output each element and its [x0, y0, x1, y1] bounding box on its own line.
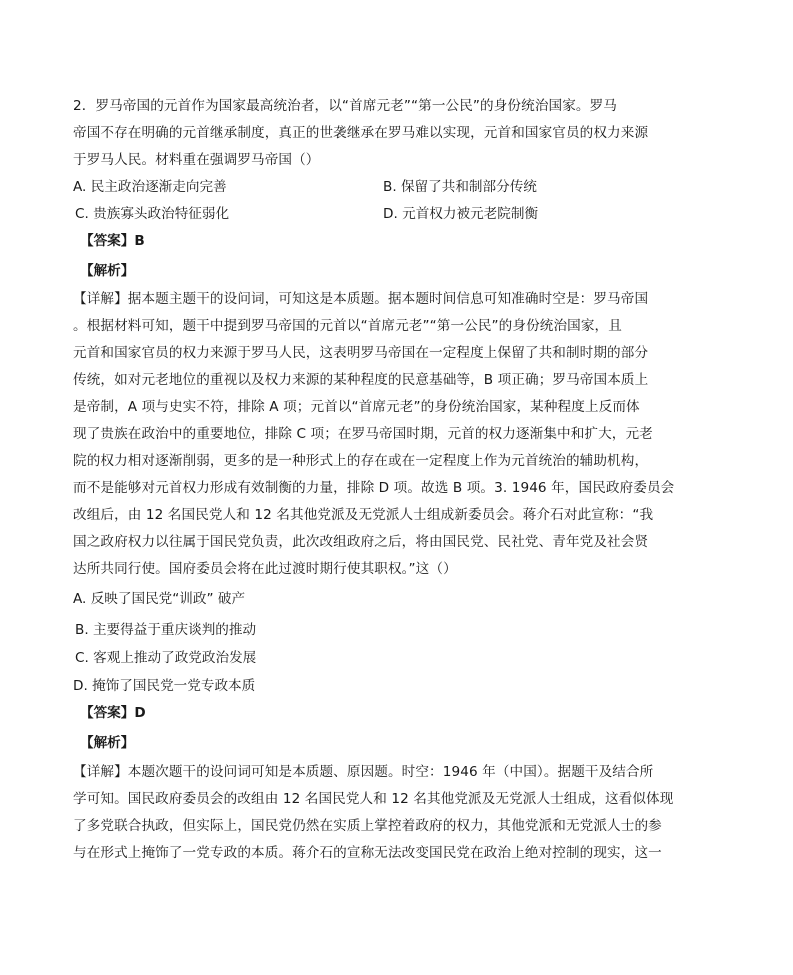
q2-detail-line-10: 国之政府权力以往属于国民党负责，此次改组政府之后，将由国民党、民社党、青年党及社会贤 [73, 534, 649, 550]
q2-option-c: C. 贵族寡头政治特征弱化 [75, 206, 230, 222]
q2-detail-line-6: 现了贵族在政治中的重要地位，排除 C 项；在罗马帝国时期，元首的权力逐渐集中和扩大，元老 [73, 426, 653, 442]
q3-option-b: B. 主要得益于重庆谈判的推动 [75, 622, 257, 638]
q3-detail-line-1: 【详解】本题次题干的设问词可知是本质题、原因题。时空：1946 年（中国）。据题干及结合所 [73, 764, 654, 780]
q3-option-a: A. 反映了国民党“训政” 破产 [73, 591, 246, 607]
q2-option-d: D. 元首权力被元老院制衡 [383, 206, 539, 222]
q2-option-b: B. 保留了共和制部分传统 [383, 179, 537, 195]
q2-answer: 【答案】B [80, 233, 145, 249]
q2-detail-line-2: 。根据材料可知，题干中提到罗马帝国的元首以“首席元老”“第一公民”的身份统治国家，且 [73, 318, 622, 334]
q3-option-d: D. 掩饰了国民党一党专政本质 [73, 678, 256, 694]
q3-answer: 【答案】D [80, 705, 146, 721]
q2-option-a: A. 民主政治逐渐走向完善 [73, 179, 227, 195]
q2-detail-line-11: 达所共同行使。国府委员会将在此过渡时期行使其职权。”这（） [73, 561, 457, 577]
q3-detail-line-2: 学可知。国民政府委员会的改组由 12 名国民党人和 12 名其他党派及无党派人士组成，这看似体现 [73, 791, 674, 807]
q2-stem-line-2: 帝国不存在明确的元首继承制度，真正的世袭继承在罗马难以实现，元首和国家官员的权力来源 [73, 125, 649, 141]
q3-analysis-title: 【解析】 [80, 735, 135, 751]
q2-detail-line-7: 院的权力相对逐渐削弱，更多的是一种形式上的存在或在一定程度上作为元首统治的辅助机构， [73, 453, 649, 469]
q3-detail-line-4: 与在形式上掩饰了一党专政的本质。蒋介石的宣称无法改变国民党在政治上绝对控制的现实，这一 [73, 845, 662, 861]
q2-stem-line-1: 2．罗马帝国的元首作为国家最高统治者，以“首席元老”“第一公民”的身份统治国家。罗马 [73, 98, 617, 114]
q2-detail-line-8: 而不是能够对元首权力形成有效制衡的力量，排除 D 项。故选 B 项。3. 1946 年，国民政府委员会 [73, 480, 675, 496]
q2-detail-line-5: 是帝制，A 项与史实不符，排除 A 项；元首以“首席元老”的身份统治国家，某种程度上反而体 [73, 399, 640, 415]
q3-option-c: C. 客观上推动了政党政治发展 [75, 650, 257, 666]
q2-analysis-title: 【解析】 [80, 263, 135, 279]
q2-detail-line-9: 改组后，由 12 名国民党人和 12 名其他党派及无党派人士组成新委员会。蒋介石对此宣称：“我 [73, 507, 654, 523]
q3-detail-line-3: 了多党联合执政，但实际上，国民党仍然在实质上掌控着政府的权力，其他党派和无党派人士的参 [73, 818, 662, 834]
q2-detail-line-1: 【详解】据本题主题干的设问词，可知这是本质题。据本题时间信息可知准确时空是：罗马帝国 [73, 291, 649, 307]
q2-stem-line-3: 于罗马人民。材料重在强调罗马帝国（） [73, 152, 320, 168]
q2-detail-line-4: 传统，如对元老地位的重视以及权力来源的某种程度的民意基础等，B 项正确；罗马帝国本质上 [73, 372, 649, 388]
q2-detail-line-3: 元首和国家官员的权力来源于罗马人民，这表明罗马帝国在一定程度上保留了共和制时期的部分 [73, 345, 649, 361]
